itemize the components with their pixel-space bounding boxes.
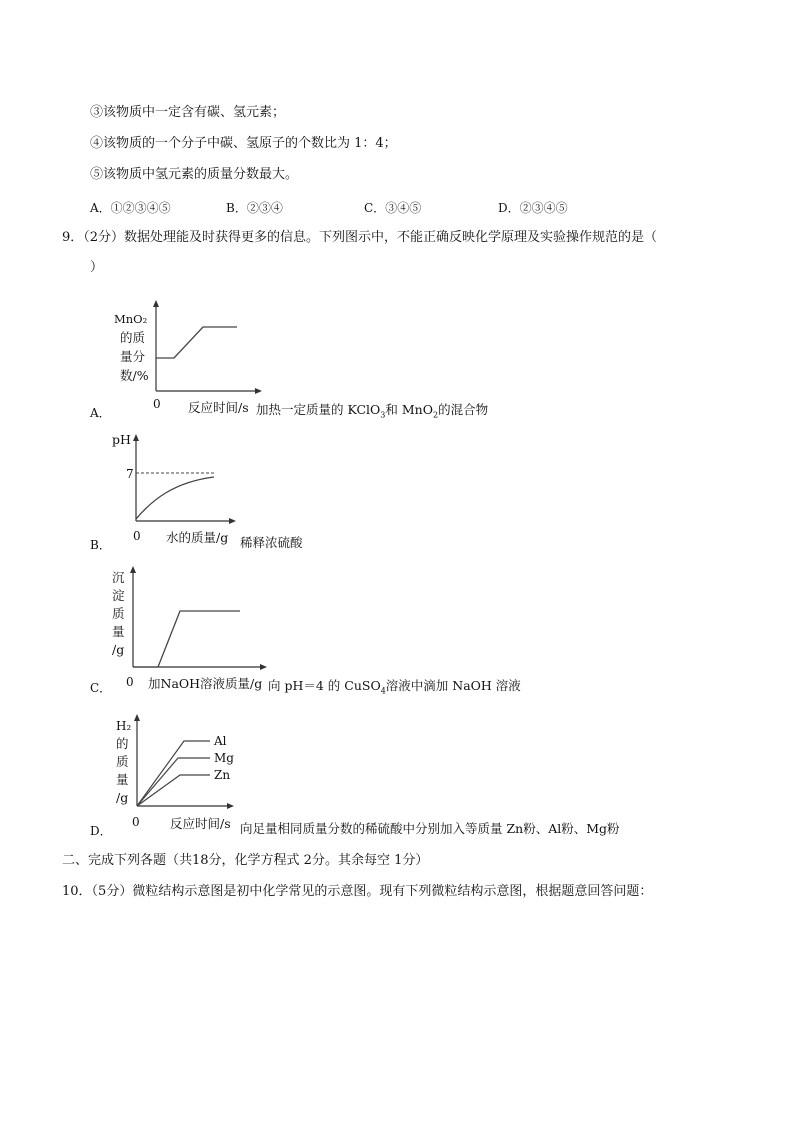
graph-b-ph7-tick: 7 [126, 467, 134, 481]
graph-b-caption: 稀释浓硫酸 [240, 535, 303, 550]
statement-5: ⑤该物质中氢元素的质量分数最大。 [90, 167, 299, 182]
q8-option-a[interactable]: A．①②③④⑤ [90, 201, 171, 215]
statement-3: ③该物质中一定含有碳、氢元素； [90, 105, 286, 120]
graph-d-caption: 向足量相同质量分数的稀硫酸中分别加入等质量 Zn粉、Al粉、Mg粉 [240, 821, 620, 836]
q8-option-c[interactable]: C．③④⑤ [364, 201, 422, 215]
graph-d-x-arrow [227, 803, 234, 809]
option-d-label[interactable]: D． [90, 824, 112, 838]
graph-b-y-arrow [133, 434, 139, 441]
graph-c [108, 562, 278, 692]
graph-d [112, 710, 292, 835]
graph-b-xlabel: 水的质量/g [166, 530, 229, 545]
graph-c-x-arrow [260, 664, 267, 670]
graph-a-curve [156, 327, 237, 358]
graph-d-line-al [137, 741, 210, 806]
graph-a-ylabel-3: 量分 [120, 349, 146, 364]
graph-c-ylabel-2: 淀 [112, 588, 125, 603]
graph-d-ylabel-4: 量 [116, 772, 129, 787]
graph-c-curve [133, 611, 240, 667]
option-c-label[interactable]: C． [90, 681, 112, 695]
q8-option-b[interactable]: B．②③④ [226, 201, 283, 215]
option-a-label[interactable]: A． [90, 406, 111, 420]
graph-a-ylabel-4: 数/% [120, 368, 149, 383]
q9-stem-close: ） [90, 260, 104, 275]
q10-stem: 10．（5分）微粒结构示意图是初中化学常见的示意图。现有下列微粒结构示意图，根据题意回答问题： [62, 884, 653, 899]
graph-d-ylabel-3: 质 [116, 754, 129, 769]
graph-b-curve [136, 477, 214, 519]
graph-d-label-zn: Zn [214, 768, 231, 782]
graph-c-ylabel-5: /g [112, 642, 125, 657]
graph-d-origin: 0 [132, 815, 140, 829]
graph-b-x-arrow [229, 518, 236, 524]
graph-c-origin: 0 [126, 675, 134, 689]
graph-b-ylabel: pH [112, 432, 131, 447]
graph-d-label-mg: Mg [214, 751, 234, 765]
graph-d-y-arrow [134, 714, 140, 721]
graph-a-y-arrow [153, 300, 159, 307]
graph-d-ylabel-2: 的 [116, 736, 129, 751]
option-b-label[interactable]: B． [90, 538, 111, 552]
graph-b-origin: 0 [133, 529, 141, 543]
graph-a-caption: 加热一定质量的 KClO$_3$和 MnO$_2$的混合物 [256, 402, 489, 420]
graph-a-ylabel-1: MnO₂ [114, 312, 148, 326]
graph-c-ylabel-4: 量 [112, 624, 125, 639]
q8-option-d[interactable]: D．②③④⑤ [498, 201, 568, 215]
graph-a-ylabel-2: 的质 [120, 330, 146, 345]
graph-a-origin: 0 [153, 397, 161, 411]
graph-d-ylabel-5: /g [116, 790, 129, 805]
section-2-heading: 二、完成下列各题（共18分，化学方程式 2分。其余每空 1分） [62, 853, 429, 868]
graph-a-xlabel: 反应时间/s [188, 400, 249, 415]
graph-c-xlabel: 加NaOH溶液质量/g [148, 676, 263, 691]
graph-a-x-arrow [255, 388, 262, 394]
graph-d-label-al: Al [214, 734, 227, 748]
graph-c-ylabel-3: 质 [112, 606, 125, 621]
graph-c-caption: 向 pH＝4 的 CuSO$_4$溶液中滴加 NaOH 溶液 [268, 678, 521, 696]
graph-c-y-arrow [130, 566, 136, 573]
graph-d-ylabel-1: H₂ [116, 719, 132, 733]
q9-stem: 9．（2分）数据处理能及时获得更多的信息。下列图示中，不能正确反映化学原理及实验操作规范的是（ [62, 230, 658, 245]
graph-b [112, 430, 272, 550]
graph-d-xlabel: 反应时间/s [170, 816, 231, 831]
graph-c-ylabel-1: 沉 [112, 570, 125, 585]
statement-4: ④该物质的一个分子中碳、氢原子的个数比为 1：4； [90, 136, 397, 151]
